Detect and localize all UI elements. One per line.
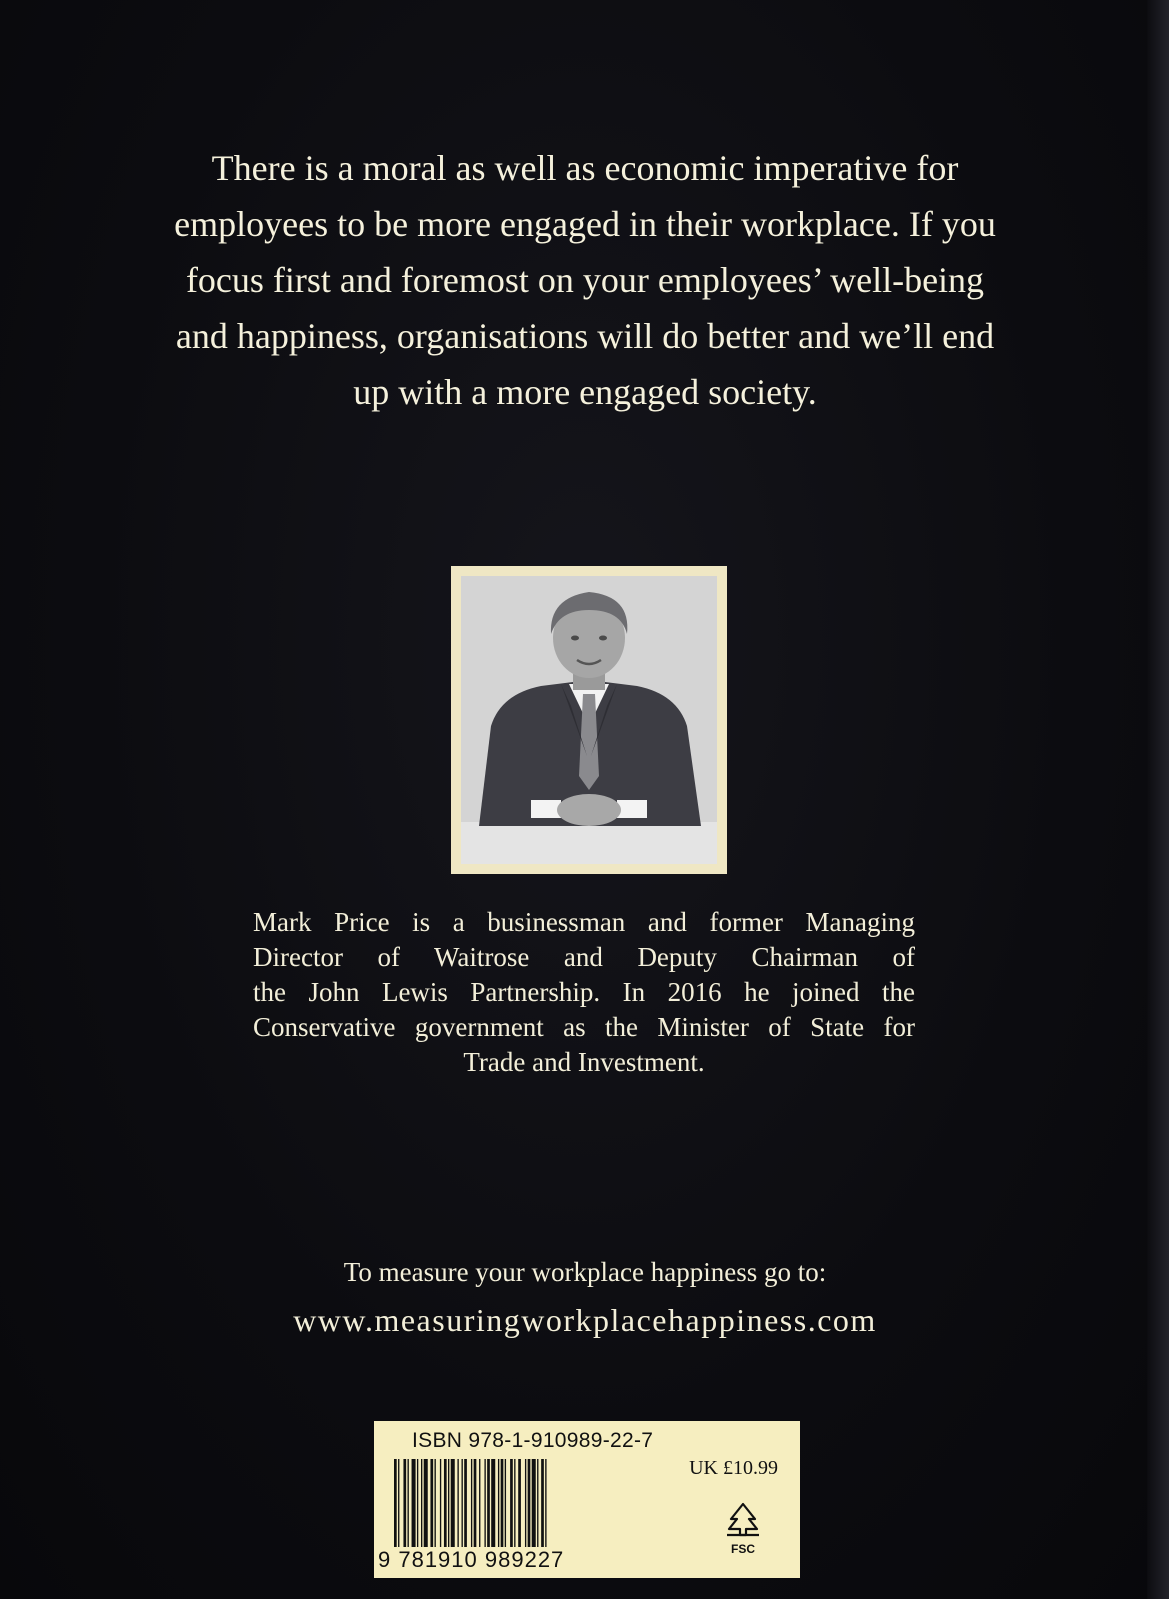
barcode-bar [525, 1459, 526, 1547]
bio-line: Director of Waitrose and Deputy Chairman of [253, 942, 915, 972]
barcode-bar [457, 1459, 458, 1547]
barcode-bar [430, 1459, 433, 1547]
barcode-bar [501, 1459, 504, 1547]
barcode-bar [398, 1459, 399, 1559]
barcode-bar [545, 1459, 546, 1559]
barcode-bar [448, 1459, 449, 1547]
barcode-bar [491, 1459, 495, 1547]
barcode-bar [435, 1459, 436, 1547]
barcode-bar [464, 1459, 467, 1547]
barcode-bar [518, 1459, 521, 1547]
barcode-bar [412, 1459, 416, 1547]
quote-line: There is a moral as well as economic imperative for [211, 148, 959, 188]
barcode-bar [474, 1459, 477, 1559]
barcode-bar [498, 1459, 499, 1547]
barcode-bar [394, 1459, 397, 1559]
barcode-bar [537, 1459, 538, 1547]
barcode-bar [510, 1459, 513, 1547]
barcode-bar [471, 1459, 472, 1559]
barcode-bar [403, 1459, 406, 1547]
spine-edge [1147, 0, 1169, 1599]
barcode-bar [424, 1459, 428, 1547]
barcode-bar [541, 1459, 544, 1547]
call-to-action [80, 1252, 1090, 1340]
bio-line: Mark Price is a businessman and former Managing [253, 907, 915, 937]
author-photo [461, 576, 717, 864]
barcode-label [374, 1421, 800, 1578]
isbn-number: ISBN 978-1-910989-22-7 [412, 1429, 654, 1452]
fsc-tree-icon [723, 1501, 763, 1539]
quote-line: focus first and foremost on your employees’ well-being [185, 260, 985, 300]
barcode-bar [444, 1459, 447, 1547]
barcode-bar [421, 1459, 422, 1547]
bio-line: the John Lewis Partnership. In 2016 he joined the [253, 977, 915, 1007]
barcode-bar [408, 1459, 409, 1547]
price-label: UK £10.99 [689, 1457, 778, 1479]
barcode-bar [417, 1459, 418, 1547]
barcode-bar [505, 1459, 506, 1547]
author-photo-frame [451, 566, 727, 874]
quote-line: and happiness, organisations will do better and we’ll end [175, 316, 995, 356]
barcode-bar [479, 1459, 480, 1547]
barcode-digits: 9 781910 989227 [378, 1547, 565, 1572]
barcode-bar [514, 1459, 515, 1547]
barcode-bar [440, 1459, 441, 1547]
barcode-bar [451, 1459, 455, 1547]
blurb-quote [80, 140, 1090, 420]
quote-line: up with a more engaged society. [353, 372, 817, 412]
author-bio [253, 905, 915, 1080]
cta-text: To measure your workplace happiness go to: [343, 1257, 827, 1287]
bio-line: Trade and Investment. [463, 1047, 705, 1077]
fsc-text: FSC [731, 1542, 755, 1556]
barcode-bar [528, 1459, 531, 1547]
barcode-bar [484, 1459, 485, 1547]
quote-line: employees to be more engaged in their workplace. If you [174, 204, 996, 244]
bio-line: Conservative government as the Minister of State for [253, 1012, 915, 1042]
author-portrait-illustration [461, 576, 717, 864]
fsc-logo [718, 1501, 768, 1556]
barcode-bar [462, 1459, 463, 1547]
barcode-bars [394, 1459, 644, 1559]
barcode-bar [532, 1459, 536, 1547]
barcode-bar [487, 1459, 490, 1547]
website-url[interactable]: www.measuringworkplacehappiness.com [293, 1302, 877, 1338]
